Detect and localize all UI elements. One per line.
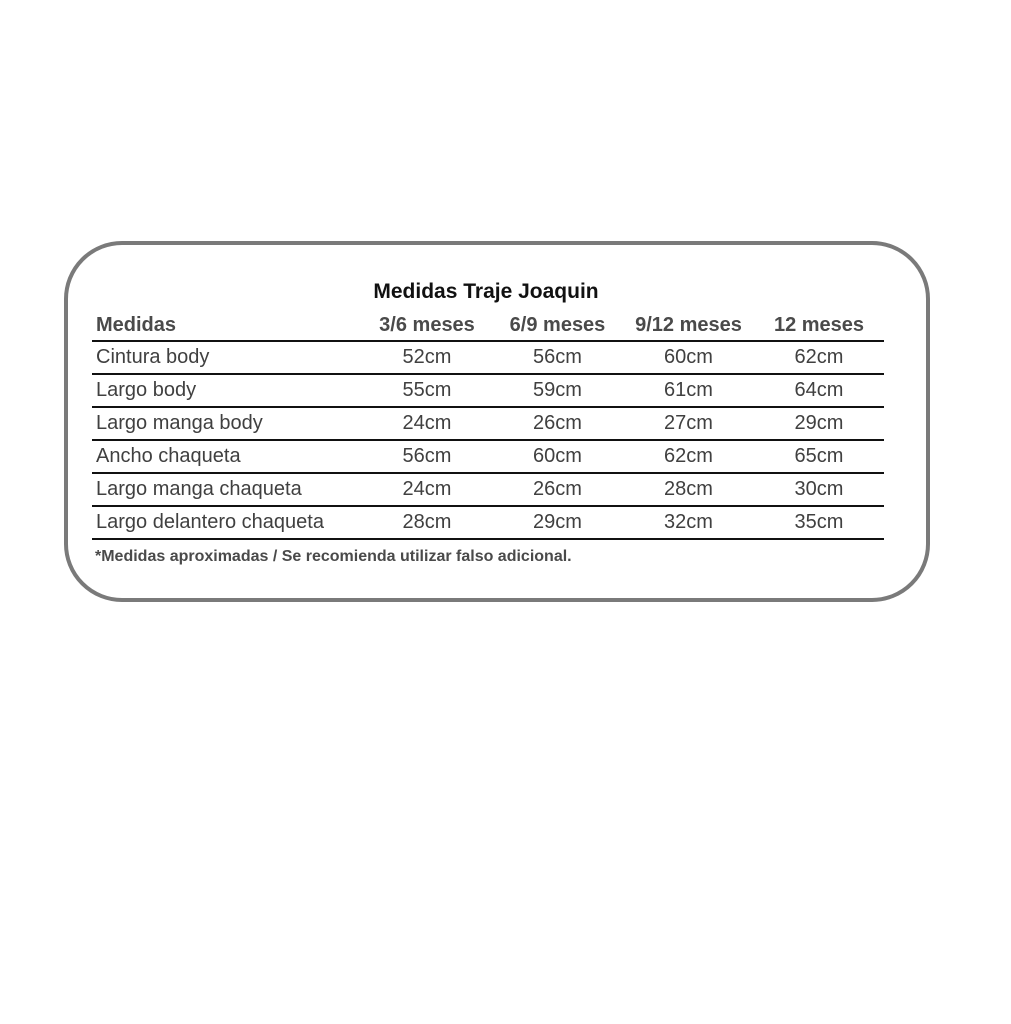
header-size-3-6: 3/6 meses: [362, 310, 492, 341]
header-size-9-12: 9/12 meses: [623, 310, 754, 341]
table-cell: 30cm: [754, 473, 884, 506]
header-row: [92, 310, 884, 341]
header-size-6-9: 6/9 meses: [492, 310, 623, 341]
table-cell: 62cm: [623, 440, 754, 473]
table-row: [92, 440, 884, 473]
table-cell: 55cm: [362, 374, 492, 407]
table-cell: 29cm: [492, 506, 623, 539]
table-title: Medidas Traje Joaquin: [373, 280, 599, 303]
table-cell: 27cm: [623, 407, 754, 440]
row-label: Largo delantero chaqueta: [92, 506, 362, 539]
table-cell: 60cm: [623, 341, 754, 374]
footnote: *Medidas aproximadas / Se recomienda utilizar falso adicional.: [95, 548, 572, 565]
row-label: Ancho chaqueta: [92, 440, 362, 473]
table-cell: 32cm: [623, 506, 754, 539]
table-cell: 60cm: [492, 440, 623, 473]
table-cell: 56cm: [492, 341, 623, 374]
table-cell: 26cm: [492, 473, 623, 506]
table-cell: 26cm: [492, 407, 623, 440]
table-cell: 64cm: [754, 374, 884, 407]
row-label: Cintura body: [92, 341, 362, 374]
table-row: [92, 506, 884, 539]
table-cell: 28cm: [362, 506, 492, 539]
table-cell: 24cm: [362, 407, 492, 440]
table-cell: 52cm: [362, 341, 492, 374]
table-cell: 61cm: [623, 374, 754, 407]
row-label: Largo body: [92, 374, 362, 407]
table-cell: 59cm: [492, 374, 623, 407]
header-medidas: Medidas: [92, 310, 362, 341]
table-cell: 56cm: [362, 440, 492, 473]
row-label: Largo manga chaqueta: [92, 473, 362, 506]
table-row: [92, 341, 884, 374]
table-cell: 29cm: [754, 407, 884, 440]
table-row: [92, 473, 884, 506]
table-cell: 35cm: [754, 506, 884, 539]
table-row: [92, 374, 884, 407]
table-cell: 62cm: [754, 341, 884, 374]
table-cell: 65cm: [754, 440, 884, 473]
row-label: Largo manga body: [92, 407, 362, 440]
table-cell: 28cm: [623, 473, 754, 506]
size-table: [92, 310, 884, 540]
table-cell: 24cm: [362, 473, 492, 506]
table-row: [92, 407, 884, 440]
header-size-12: 12 meses: [754, 310, 884, 341]
